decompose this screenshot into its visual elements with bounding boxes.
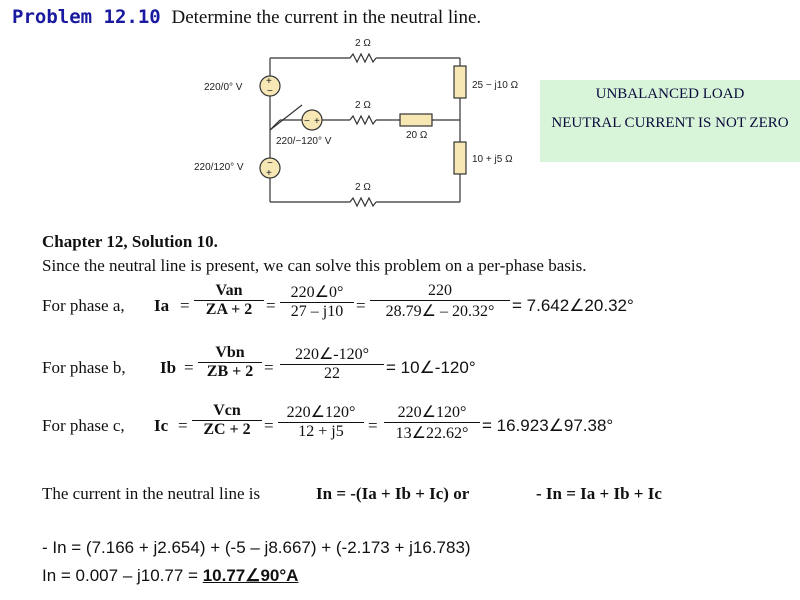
svg-text:+: +	[266, 76, 272, 87]
phase-a-result: = 7.642∠20.32°	[512, 296, 634, 315]
svg-text:+: +	[314, 116, 320, 127]
voltage-source-a	[260, 76, 280, 97]
label-r-bottom: 2 Ω	[355, 182, 371, 193]
svg-text:−: −	[267, 86, 273, 97]
phase-a-label: For phase a,	[42, 296, 125, 315]
phase-b-result: = 10∠-120°	[386, 358, 476, 377]
problem-statement: Determine the current in the neutral line.	[171, 7, 482, 28]
label-v-a: 220/0° V	[204, 82, 243, 93]
resistor-top	[350, 54, 376, 62]
label-r-top: 2 Ω	[355, 38, 371, 49]
note-line2: NEUTRAL CURRENT IS NOT ZERO	[551, 115, 789, 131]
phase-b-frac2: $\frac{220\angle-120^\circ}{22}$	[280, 344, 384, 383]
label-z-a: 25 − j10 Ω	[472, 80, 519, 91]
resistor-mid	[350, 116, 376, 124]
phase-a-frac1: Van ZA + 2	[194, 282, 264, 319]
solution-intro: Since the neutral line is present, we can solve this problem on a per-phase basis.	[42, 256, 587, 275]
voltage-source-b	[302, 110, 322, 130]
label-r-load: 20 Ω	[406, 130, 428, 141]
problem-label: Problem 12.10	[12, 6, 161, 28]
voltage-source-c	[260, 158, 280, 179]
phase-c-frac1: Vcn ZC + 2	[192, 402, 262, 439]
neutral-eq2: - In = Ia + Ib + Ic	[536, 484, 662, 503]
neutral-eq1: In = -(Ia + Ib + Ic) or	[316, 484, 470, 503]
phase-c-frac2: $\frac{220\angle 120^\circ}{12 + j5}$	[278, 402, 364, 441]
note-box	[540, 80, 800, 162]
phase-c-label: For phase c,	[42, 416, 125, 435]
phase-a-var: Ia	[154, 296, 170, 315]
phase-a-frac2: $\frac{220\angle 0^\circ}{27 - j10}$	[280, 282, 354, 321]
svg-text:−: −	[267, 158, 273, 169]
svg-text:−: −	[304, 116, 310, 127]
label-v-b: 220/−120° V	[276, 136, 332, 147]
label-z-c: 10 + j5 Ω	[472, 154, 513, 165]
problem-title	[12, 6, 481, 29]
neutral-text: The current in the neutral line is	[42, 484, 261, 503]
phase-b-label: For phase b,	[42, 358, 126, 377]
final-answer: 10.77∠90°A	[202, 566, 299, 585]
phase-a-frac3: $\frac{220}{28.79\angle - 20.32^\circ}$	[370, 282, 510, 321]
svg-text:+: +	[266, 168, 272, 179]
phase-b-frac1: Vbn ZB + 2	[198, 344, 262, 381]
note-line1: UNBALANCED LOAD	[595, 86, 745, 102]
solution-heading: Chapter 12, Solution 10.	[42, 232, 218, 251]
final-line	[42, 566, 298, 586]
phase-b-var: Ib	[160, 358, 177, 377]
phase-c-var: Ic	[154, 416, 169, 435]
label-v-c: 220/120° V	[194, 162, 244, 173]
phase-c-frac3: $\frac{220\angle 120^\circ}{13\angle 22.62^\circ}$	[384, 402, 480, 443]
circuit-diagram	[180, 30, 540, 210]
resistor-bottom	[350, 198, 376, 206]
label-r-mid: 2 Ω	[355, 100, 371, 111]
final-line-pre: In = 0.007 – j10.77 =	[42, 566, 203, 585]
phase-c-result: = 16.923∠97.38°	[482, 416, 614, 435]
sum-line: - In = (7.166 + j2.654) + (-5 – j8.667) + (-2.173 + j16.783)	[42, 538, 471, 557]
